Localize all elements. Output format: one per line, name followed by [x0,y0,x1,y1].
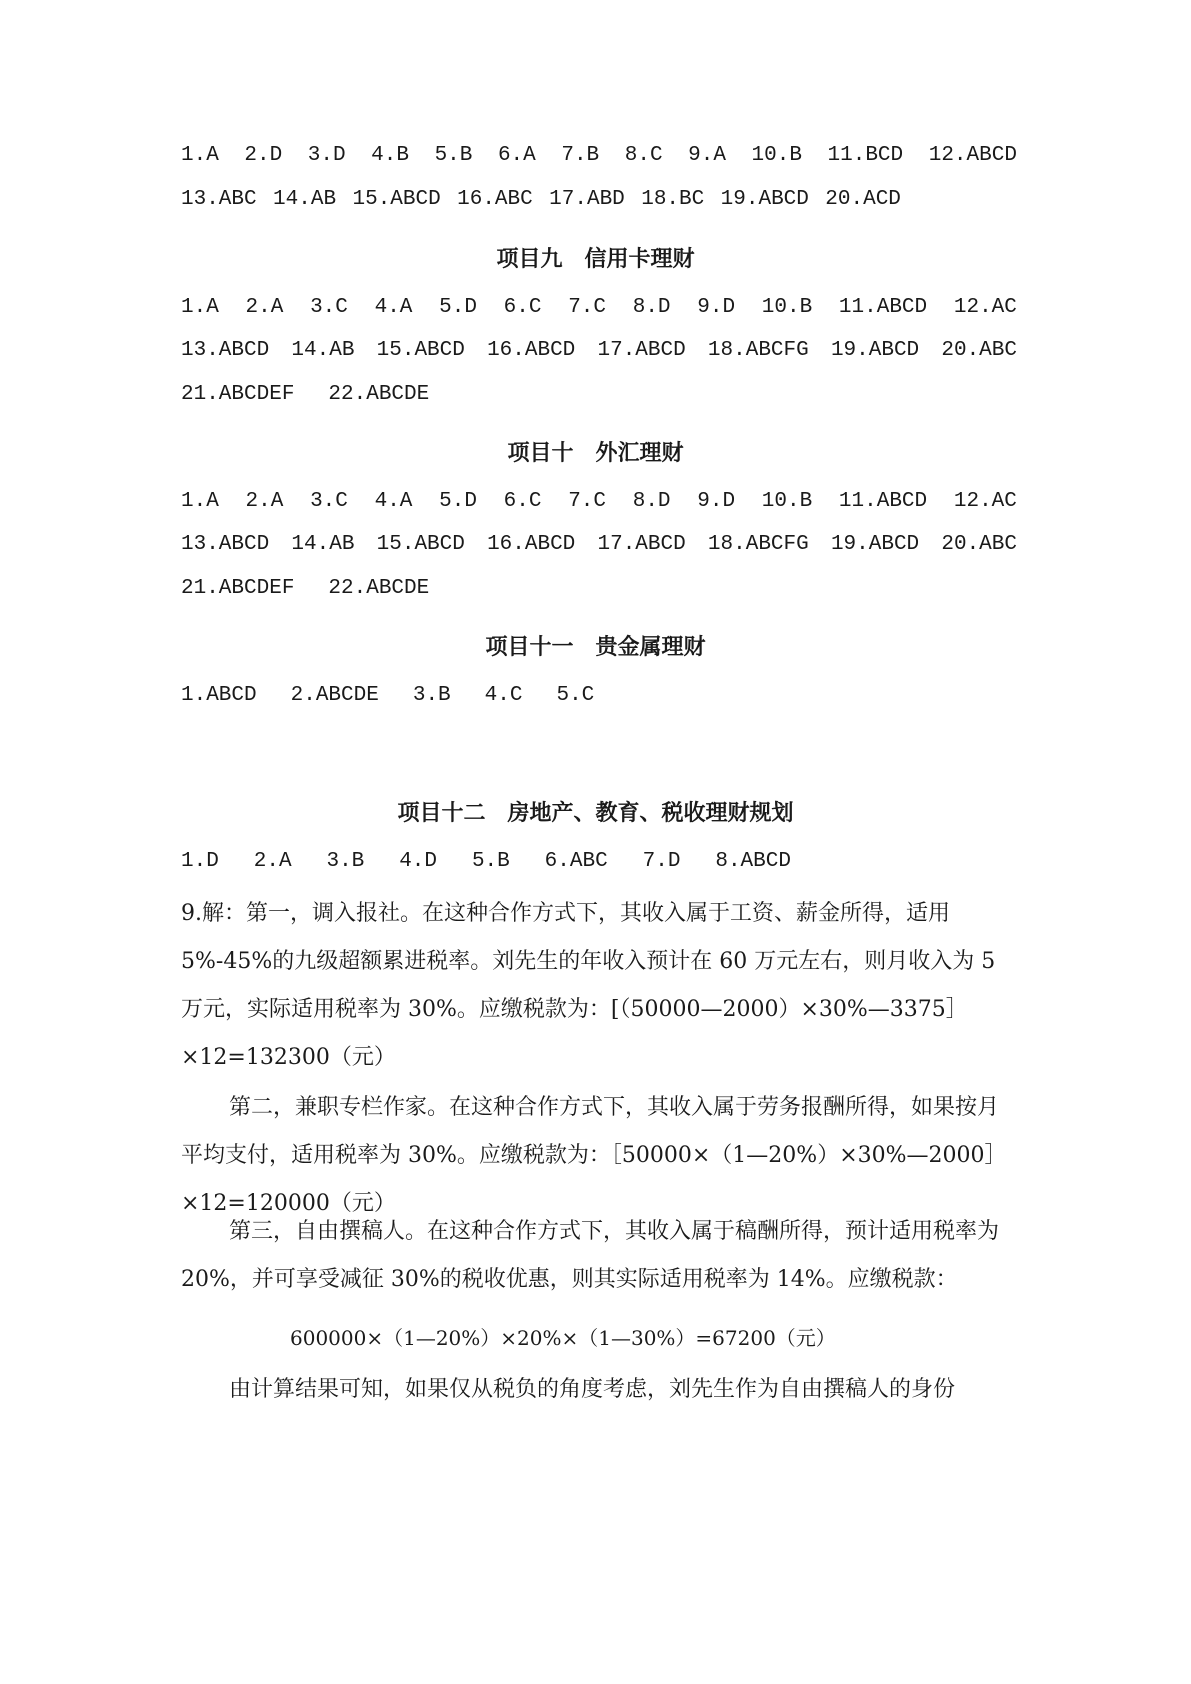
answer-item: 4.D [399,850,438,873]
answer-line [181,533,1017,556]
answer-line [181,850,791,873]
answer-item: 11.BCD [827,144,904,167]
section-title: 项目十一 贵金属理财 [485,635,706,660]
answer-item: 20.ABC [941,533,1017,556]
answer-item: 16.ABCD [487,533,576,556]
answer-item: 15.ABCD [376,339,465,362]
answer-item: 2.D [244,144,283,167]
answer-item: 3.D [307,144,346,167]
answer-item: 12.ABCD [928,144,1017,167]
answer-item: 6.C [503,490,542,513]
answer-item: 5.D [439,296,477,319]
answer-line [181,296,1017,319]
answer-item: 8.D [632,296,671,319]
section-title: 项目九 信用卡理财 [496,247,695,272]
answer-item: 13.ABCD [181,533,270,556]
answer-item: 8.D [632,490,671,513]
answer-item: 10.B [761,296,813,319]
answer-item: 18.BC [641,188,705,211]
answer-item: 17.ABCD [597,339,686,362]
answer-line [181,577,1017,600]
answer-item: 3.C [310,296,348,319]
answer-item: 19.ABCD [830,339,920,362]
answer-item: 22.ABCDE [328,383,430,406]
answer-item: 12.AC [953,490,1017,513]
formula: 600000×（1—20%）×20%×（1—30%）=67200（元） [290,1326,836,1350]
answer-item: 21.ABCDEF [181,383,295,406]
solution-text [181,1208,1017,1304]
answer-item: 15.ABCD [352,188,441,211]
answer-item: 7.B [561,144,600,167]
section-title: 项目十二 房地产、教育、税收理财规划 [397,801,794,826]
answer-item: 14.AB [291,533,355,556]
answer-item: 3.C [310,490,348,513]
answer-line [181,188,901,211]
answer-item: 20.ACD [825,188,901,211]
answer-line [181,144,1017,167]
answer-item: 2.ABCDE [290,684,379,707]
answer-item: 22.ABCDE [328,577,430,600]
paragraph: 由计算结果可知，如果仅从税负的角度考虑，刘先生作为自由撰稿人的身份 [229,1377,956,1402]
answer-item: 5.D [439,490,477,513]
answer-item: 16.ABC [457,188,533,211]
answer-item: 11.ABCD [838,490,928,513]
answer-line [181,339,1017,362]
answer-item: 17.ABD [549,188,625,211]
answer-item: 14.AB [291,339,355,362]
answer-item: 8.ABCD [715,850,791,873]
paragraph: 第二，兼职专栏作家。在这种合作方式下，其收入属于劳务报酬所得，如果按月平均支付，适用税率为 30%。应缴税款为：［50000×（1—20%）×30%—2000］×12=120000（元） [181,1095,1007,1216]
answer-item: 7.C [568,490,606,513]
answer-item: 3.B [412,684,451,707]
solution-text [181,890,1017,1082]
answer-item: 4.B [371,144,409,167]
answer-item: 4.C [484,684,523,707]
answer-line [181,684,1017,707]
answer-item: 3.B [326,850,365,873]
paragraph: 第三，自由撰稿人。在这种合作方式下，其收入属于稿酬所得，预计适用税率为 20%，并可享受减征 30%的税收优惠，则其实际适用税率为 14%。应缴税款： [181,1219,1000,1292]
answer-item: 21.ABCDEF [181,577,295,600]
solution-text [181,1084,1017,1228]
answer-item: 10.B [761,490,813,513]
answer-item: 6.ABC [544,850,608,873]
answer-item: 9.D [697,296,736,319]
answer-item: 12.AC [953,296,1017,319]
answer-item: 13.ABCD [181,339,270,362]
answer-item: 1.D [181,850,219,873]
answer-item: 19.ABCD [830,533,920,556]
answer-item: 19.ABCD [720,188,809,211]
answer-item: 15.ABCD [376,533,465,556]
answer-item: 1.A [181,490,219,513]
answer-line [181,490,1017,513]
solution-text [181,1366,1017,1414]
answer-item: 7.C [568,296,606,319]
answer-item: 4.A [374,490,413,513]
answer-item: 11.ABCD [838,296,928,319]
answer-item: 2.A [245,296,284,319]
answer-item: 17.ABCD [597,533,686,556]
answer-item: 9.A [688,144,726,167]
answer-item: 6.C [503,296,542,319]
answer-item: 6.A [497,144,536,167]
answer-item: 2.A [253,850,292,873]
answer-item: 20.ABC [941,339,1017,362]
answer-item: 10.B [751,144,802,167]
answer-line [181,383,1017,406]
answer-item: 2.A [245,490,284,513]
answer-item: 5.B [471,850,510,873]
answer-item: 1.A [181,296,219,319]
answer-item: 8.C [624,144,663,167]
answer-item: 7.D [642,850,681,873]
paragraph: 9.解：第一，调入报社。在这种合作方式下，其收入属于工资、薪金所得，适用5%-45%的九级超额累进税率。刘先生的年收入预计在 60 万元左右，则月收入为 5 万元，实际适用税率为 30%。应缴税款为：[（50000—2000）×30%—3375］×12=132300（元） [181,901,996,1070]
answer-item: 14.AB [273,188,337,211]
section-title: 项目十 外汇理财 [507,441,684,466]
answer-item: 18.ABCFG [707,533,809,556]
answer-item: 1.ABCD [181,684,257,707]
answer-item: 4.A [374,296,413,319]
answer-item: 1.A [181,144,219,167]
answer-item: 18.ABCFG [707,339,809,362]
answer-item: 5.C [556,684,595,707]
answer-item: 9.D [697,490,736,513]
answer-item: 5.B [434,144,473,167]
answer-item: 16.ABCD [487,339,576,362]
answer-item: 13.ABC [181,188,257,211]
